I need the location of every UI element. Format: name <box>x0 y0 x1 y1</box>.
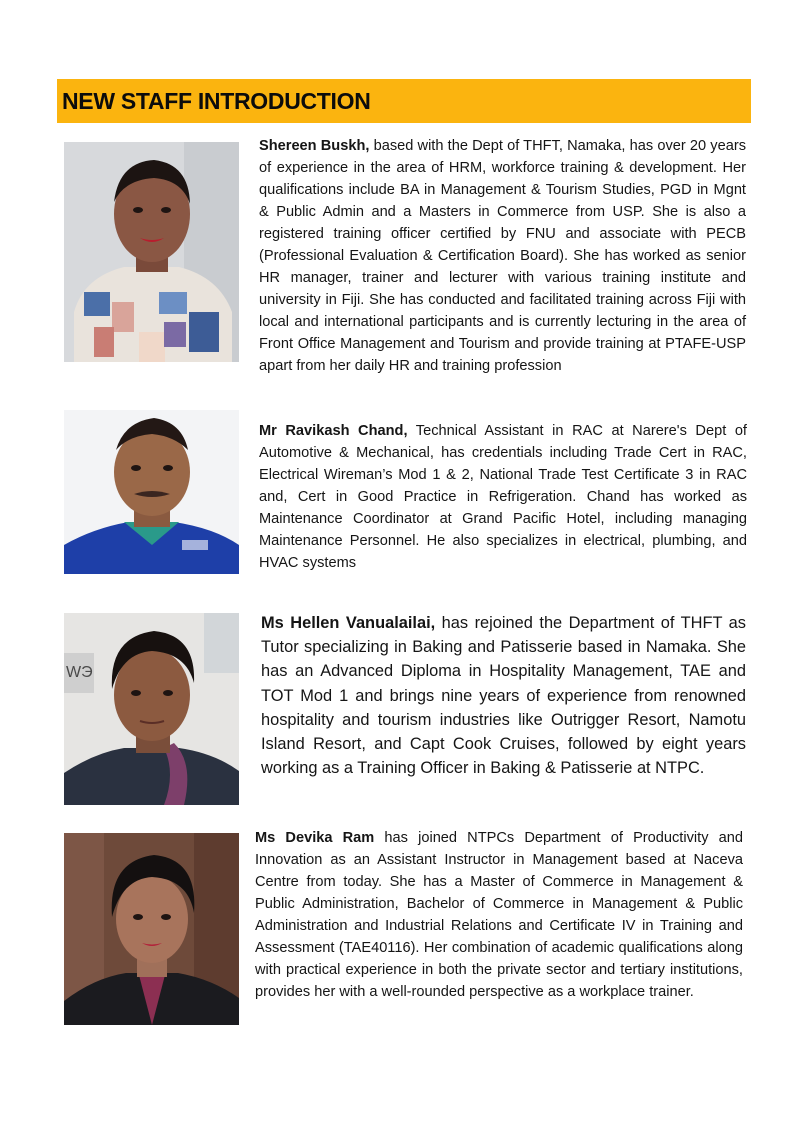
staff-name: Shereen Buskh, <box>259 138 370 154</box>
staff-bio-text: Technical Assistant in RAC at Narere's Dept of Automotive & Mechanical, has credentials including Trade Cert in RAC, Electrical Wireman’s Mod 1 & 2, National Trade Test Certificate 3 in RAC and, Cert in Good Practice in Refrigeration. Chand has worked as Maintenance Coordinator at Grand Pacific Hotel, including managing Maintenance Personnel. He also specializes in electrical, plumbing, and HVAC systems <box>259 423 747 571</box>
staff-bio-text: has rejoined the Department of THFT as Tutor specializing in Baking and Patisserie based in Namaka. She has an Advanced Diploma in Hospitality Management, TAE and TOT Mod 1 and brings nine years of experience from renowned hospitality and tourism industries like Outrigger Resort, Namotu Island Resort, and Capt Cook Cruises, followed by eight years working as a Training Officer in Baking & Patisserie at NTPC. <box>261 614 746 778</box>
staff-photo-ravikash-chand <box>64 410 239 574</box>
page-title: NEW STAFF INTRODUCTION <box>62 88 371 114</box>
staff-bio-text: has joined NTPCs Department of Productivity and Innovation as an Assistant Instructor in Management based at Naceva Centre from today. She has a Master of Commerce in Management & Public Administration, Bachelor of Commerce in Management & Public Administration and Industrial Relations and Certificate IV in Training and Assessment (TAE40116). Her combination of academic qualifications along with practical experience in both the private sector and tertiary institutions, provides her with a well-rounded perspective as a workplace trainer. <box>255 830 743 1000</box>
staff-bio-shereen-buskh <box>259 135 746 377</box>
title-banner <box>57 79 751 123</box>
staff-photo-hellen-vanualailai <box>64 613 239 805</box>
staff-photo-shereen-buskh <box>64 142 239 362</box>
staff-photo-devika-ram <box>64 833 239 1025</box>
staff-name: Ms Devika Ram <box>255 830 375 846</box>
staff-bio-devika-ram <box>255 827 743 1003</box>
staff-name: Mr Ravikash Chand, <box>259 423 408 439</box>
staff-bio-ravikash-chand <box>259 420 747 574</box>
staff-name: Ms Hellen Vanualailai, <box>261 614 436 632</box>
svg-text:WЭ: WЭ <box>66 664 93 681</box>
staff-bio-text: based with the Dept of THFT, Namaka, has over 20 years of experience in the area of HRM, workforce training & development. Her qualifications include BA in Management & Tourism Studies, PGD in Mgnt & Public Admin and a Masters in Commerce from USP. She is also a registered training officer certified by FNU and associate with PECB (Professional Evaluation & Certification Board). She has worked as senior HR manager, trainer and lecturer with various training institute and university in Fiji. She has conducted and facilitated training across Fiji with local and international participants and is currently lecturing in the area of Front Office Management and Tourism and provide training at PTAFE-USP apart from her daily HR and training profession <box>259 138 746 374</box>
staff-bio-hellen-vanualailai <box>261 611 746 780</box>
